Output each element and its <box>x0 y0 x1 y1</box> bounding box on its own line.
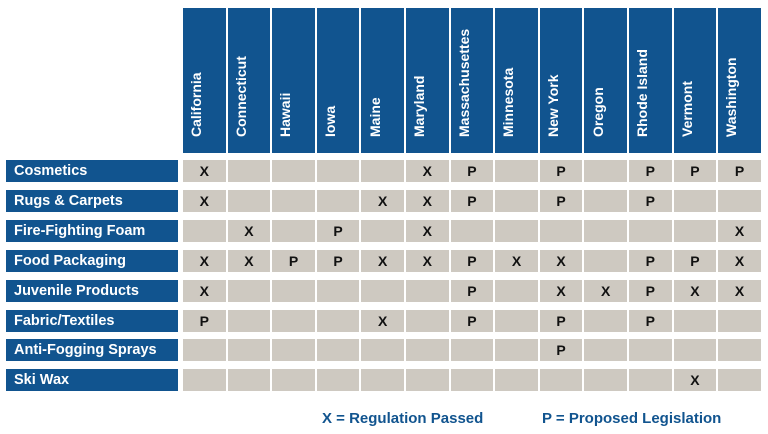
table-cell: P <box>451 190 494 212</box>
table-cell <box>317 280 360 302</box>
table-cell <box>272 339 315 361</box>
column-header-label: Iowa <box>322 105 339 137</box>
table-cell: P <box>317 220 360 242</box>
table-cell <box>495 369 538 391</box>
column-header-label: Massachusettes <box>455 28 472 137</box>
table-cell <box>495 190 538 212</box>
table-cell: X <box>406 190 449 212</box>
row-label-fabric-textiles: Fabric/Textiles <box>6 310 178 332</box>
column-header-oregon <box>584 8 627 153</box>
table-cell <box>183 220 226 242</box>
column-header-label: Vermont <box>678 80 695 137</box>
column-header-label: Maine <box>366 97 383 137</box>
column-header-label: California <box>188 72 205 137</box>
column-header-new-york <box>540 8 583 153</box>
row-label-juvenile-products: Juvenile Products <box>6 280 178 302</box>
table-cell <box>361 369 404 391</box>
column-header-label: Maryland <box>411 75 428 137</box>
table-cell: X <box>540 250 583 272</box>
table-cell <box>272 280 315 302</box>
table-cell <box>228 310 271 332</box>
table-cell <box>584 160 627 182</box>
table-cell <box>584 190 627 212</box>
table-cell: P <box>540 160 583 182</box>
table-cell <box>540 369 583 391</box>
table-cell <box>718 310 761 332</box>
table-cell <box>361 339 404 361</box>
table-cell <box>674 310 717 332</box>
table-cell: P <box>629 160 672 182</box>
table-cell <box>228 160 271 182</box>
column-header-label: Oregon <box>589 87 606 137</box>
column-header-label: Rhode Island <box>634 49 651 137</box>
table-cell <box>317 310 360 332</box>
table-cell <box>361 160 404 182</box>
table-cell: P <box>317 250 360 272</box>
table-cell <box>674 220 717 242</box>
table-cell: X <box>406 250 449 272</box>
table-cell <box>495 220 538 242</box>
column-header-rhode-island <box>629 8 672 153</box>
table-cell: X <box>718 220 761 242</box>
table-cell: X <box>183 160 226 182</box>
column-header-iowa <box>317 8 360 153</box>
column-header-label: Connecticut <box>232 56 249 137</box>
table-cell: X <box>406 220 449 242</box>
table-cell <box>584 369 627 391</box>
column-header-connecticut <box>228 8 271 153</box>
column-header-maryland <box>406 8 449 153</box>
table-cell <box>406 369 449 391</box>
column-header-hawaii <box>272 8 315 153</box>
table-cell: P <box>540 190 583 212</box>
table-cell: P <box>629 310 672 332</box>
table-cell: X <box>183 280 226 302</box>
table-cell: P <box>674 160 717 182</box>
table-cell <box>540 220 583 242</box>
table-cell: X <box>406 160 449 182</box>
column-header-maine <box>361 8 404 153</box>
table-cell <box>451 369 494 391</box>
table-cell: P <box>629 190 672 212</box>
table-cell <box>718 190 761 212</box>
table-cell <box>584 339 627 361</box>
table-cell <box>183 369 226 391</box>
column-header-washington <box>718 8 761 153</box>
table-cell: X <box>718 280 761 302</box>
table-cell <box>584 220 627 242</box>
table-cell: X <box>584 280 627 302</box>
table-cell <box>495 339 538 361</box>
column-header-label: Minnesota <box>500 67 517 137</box>
table-cell <box>272 369 315 391</box>
table-cell <box>718 339 761 361</box>
column-header-label: Washington <box>723 57 740 137</box>
table-cell <box>317 160 360 182</box>
table-cell: X <box>361 190 404 212</box>
table-cell <box>495 310 538 332</box>
table-cell: X <box>183 250 226 272</box>
table-cell <box>228 339 271 361</box>
table-cell: X <box>361 310 404 332</box>
table-cell <box>228 190 271 212</box>
table-cell: P <box>629 250 672 272</box>
table-cell <box>406 339 449 361</box>
table-cell <box>584 250 627 272</box>
table-cell: P <box>540 310 583 332</box>
table-cell <box>272 160 315 182</box>
table-cell: P <box>451 280 494 302</box>
column-header-california <box>183 8 226 153</box>
table-cell <box>584 310 627 332</box>
table-cell <box>361 280 404 302</box>
legend-regulation-passed: X = Regulation Passed <box>322 410 484 427</box>
table-cell: X <box>361 250 404 272</box>
table-cell: P <box>629 280 672 302</box>
table-cell: P <box>718 160 761 182</box>
table-cell <box>272 310 315 332</box>
table-cell: X <box>228 220 271 242</box>
row-label-anti-fogging-sprays: Anti-Fogging Sprays <box>6 339 178 361</box>
row-label-ski-wax: Ski Wax <box>6 369 178 391</box>
row-label-food-packaging: Food Packaging <box>6 250 178 272</box>
table-cell <box>629 339 672 361</box>
column-header-massachusettes <box>451 8 494 153</box>
table-cell <box>451 220 494 242</box>
table-cell <box>317 339 360 361</box>
column-header-label: New York <box>545 74 562 137</box>
table-cell <box>718 369 761 391</box>
table-cell <box>183 339 226 361</box>
table-cell: P <box>451 160 494 182</box>
table-cell: X <box>718 250 761 272</box>
table-cell: P <box>272 250 315 272</box>
table-cell <box>272 220 315 242</box>
table-cell: X <box>495 250 538 272</box>
table-cell: P <box>451 250 494 272</box>
row-label-fire-fighting-foam: Fire-Fighting Foam <box>6 220 178 242</box>
table-cell: P <box>183 310 226 332</box>
table-cell: X <box>540 280 583 302</box>
table-cell <box>272 190 315 212</box>
table-cell <box>228 280 271 302</box>
row-label-rugs-carpets: Rugs & Carpets <box>6 190 178 212</box>
table-cell <box>406 280 449 302</box>
table-cell: X <box>674 280 717 302</box>
table-cell <box>361 220 404 242</box>
column-header-vermont <box>674 8 717 153</box>
table-cell <box>674 339 717 361</box>
table-cell: P <box>451 310 494 332</box>
table-cell: X <box>674 369 717 391</box>
row-label-cosmetics: Cosmetics <box>6 160 178 182</box>
table-cell <box>629 220 672 242</box>
table-cell <box>451 339 494 361</box>
table-cell: P <box>540 339 583 361</box>
table-cell <box>495 280 538 302</box>
table-cell <box>228 369 271 391</box>
table-cell: X <box>228 250 271 272</box>
legend-proposed-legislation: P = Proposed Legislation <box>542 410 722 427</box>
table-cell: P <box>674 250 717 272</box>
table-cell <box>629 369 672 391</box>
table-cell <box>495 160 538 182</box>
table-cell <box>317 190 360 212</box>
table-cell <box>317 369 360 391</box>
column-header-minnesota <box>495 8 538 153</box>
column-header-label: Hawaii <box>277 92 294 137</box>
table-cell <box>674 190 717 212</box>
table-cell <box>406 310 449 332</box>
table-cell: X <box>183 190 226 212</box>
